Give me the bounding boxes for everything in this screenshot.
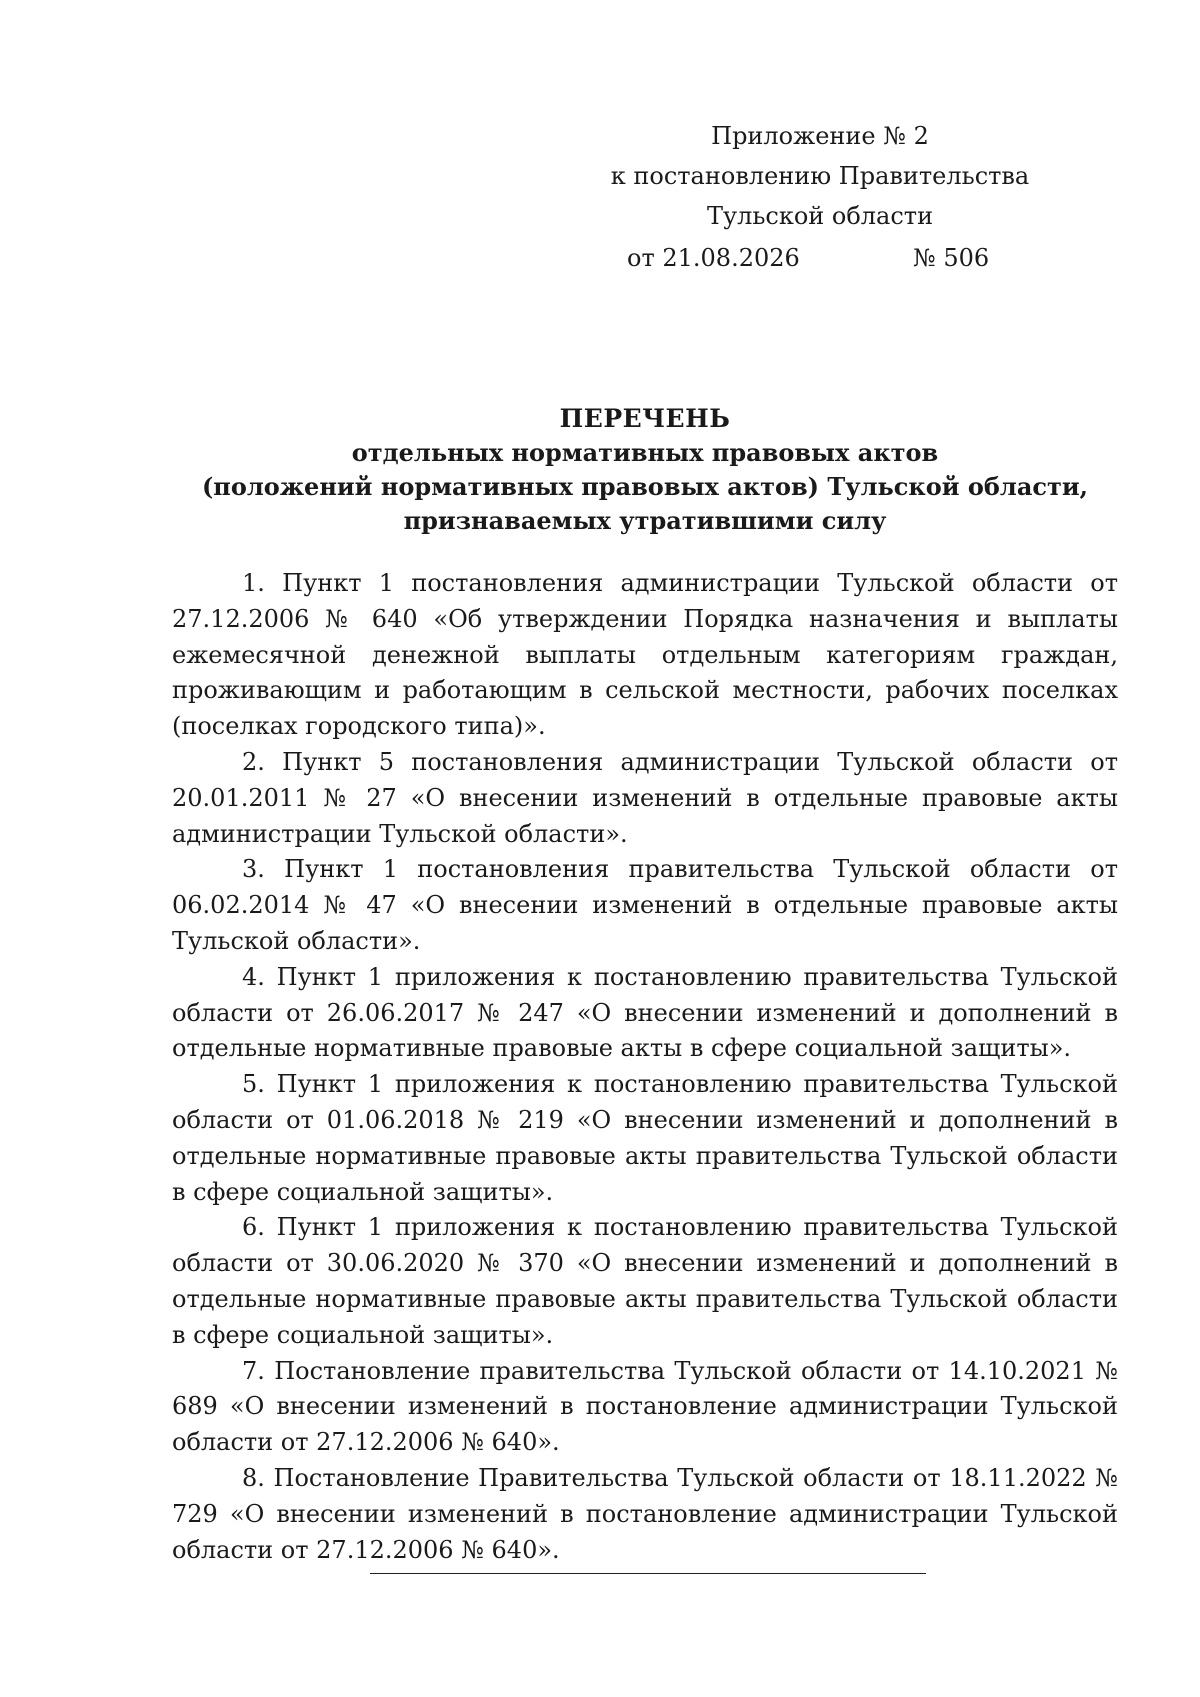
- list-item-4: 4. Пункт 1 приложения к постановлению правительства Тульской области от 26.06.2017 № 247 «О внесении изменений и дополнений в отдельные нормативные правовые акты в сфере социальной защиты».: [172, 962, 1118, 1063]
- title-line-2: отдельных нормативных правовых актов: [351, 438, 939, 467]
- attachment-line-2: к постановлению Правительства: [610, 162, 1030, 190]
- list-item-6: 6. Пункт 1 приложения к постановлению правительства Тульской области от 30.06.2020 № 370 «О внесении изменений и дополнений в отдельные нормативные правовые акты правительства Тульской области в сфере социальной защиты».: [172, 1213, 1118, 1349]
- list-item-1: 1. Пункт 1 постановления администрации Тульской области от 27.12.2006 № 640 «Об утверждении Порядка назначения и выплаты ежемесячной денежной выплаты отдельным категориям граждан, проживающим и работающим в сельской местности, рабочих поселках (поселках городского типа)».: [172, 569, 1118, 741]
- list-item-2: 2. Пункт 5 постановления администрации Тульской области от 20.01.2011 № 27 «О внесении изменений в отдельные правовые акты администрации Тульской области».: [172, 747, 1118, 848]
- list-item-8: 8. Постановление Правительства Тульской области от 18.11.2022 № 729 «О внесении изменений в постановление администрации Тульской области от 27.12.2006 № 640».: [172, 1463, 1118, 1564]
- attachment-line-3: Тульской области: [706, 202, 934, 230]
- list-item-3: 3. Пункт 1 постановления правительства Тульской области от 06.02.2014 № 47 «О внесении изменений в отдельные правовые акты Тульской области».: [172, 855, 1118, 955]
- document-title: [170, 402, 1120, 538]
- title-line-4: признаваемых утратившими силу: [403, 506, 887, 535]
- title-line-3: (положений нормативных правовых актов) Тульской области,: [201, 472, 1089, 501]
- attachment-header: [600, 116, 1040, 236]
- closing-divider: [370, 1573, 926, 1574]
- title-main: ПЕРЕЧЕНЬ: [559, 404, 731, 433]
- list-item-5: 5. Пункт 1 приложения к постановлению правительства Тульской области от 01.06.2018 № 219 «О внесении изменений и дополнений в отдельные нормативные правовые акты правительства Тульской области в сфере социальной защиты».: [172, 1070, 1118, 1206]
- list-item-7: 7. Постановление правительства Тульской области от 14.10.2021 № 689 «О внесении изменений в постановление администрации Тульской области от 27.12.2006 № 640».: [172, 1356, 1118, 1457]
- attachment-line-1: Приложение № 2: [711, 122, 929, 150]
- decree-number: № 506: [913, 244, 990, 272]
- acts-list: [172, 566, 1118, 1568]
- decree-date: от 21.08.2026: [627, 244, 800, 272]
